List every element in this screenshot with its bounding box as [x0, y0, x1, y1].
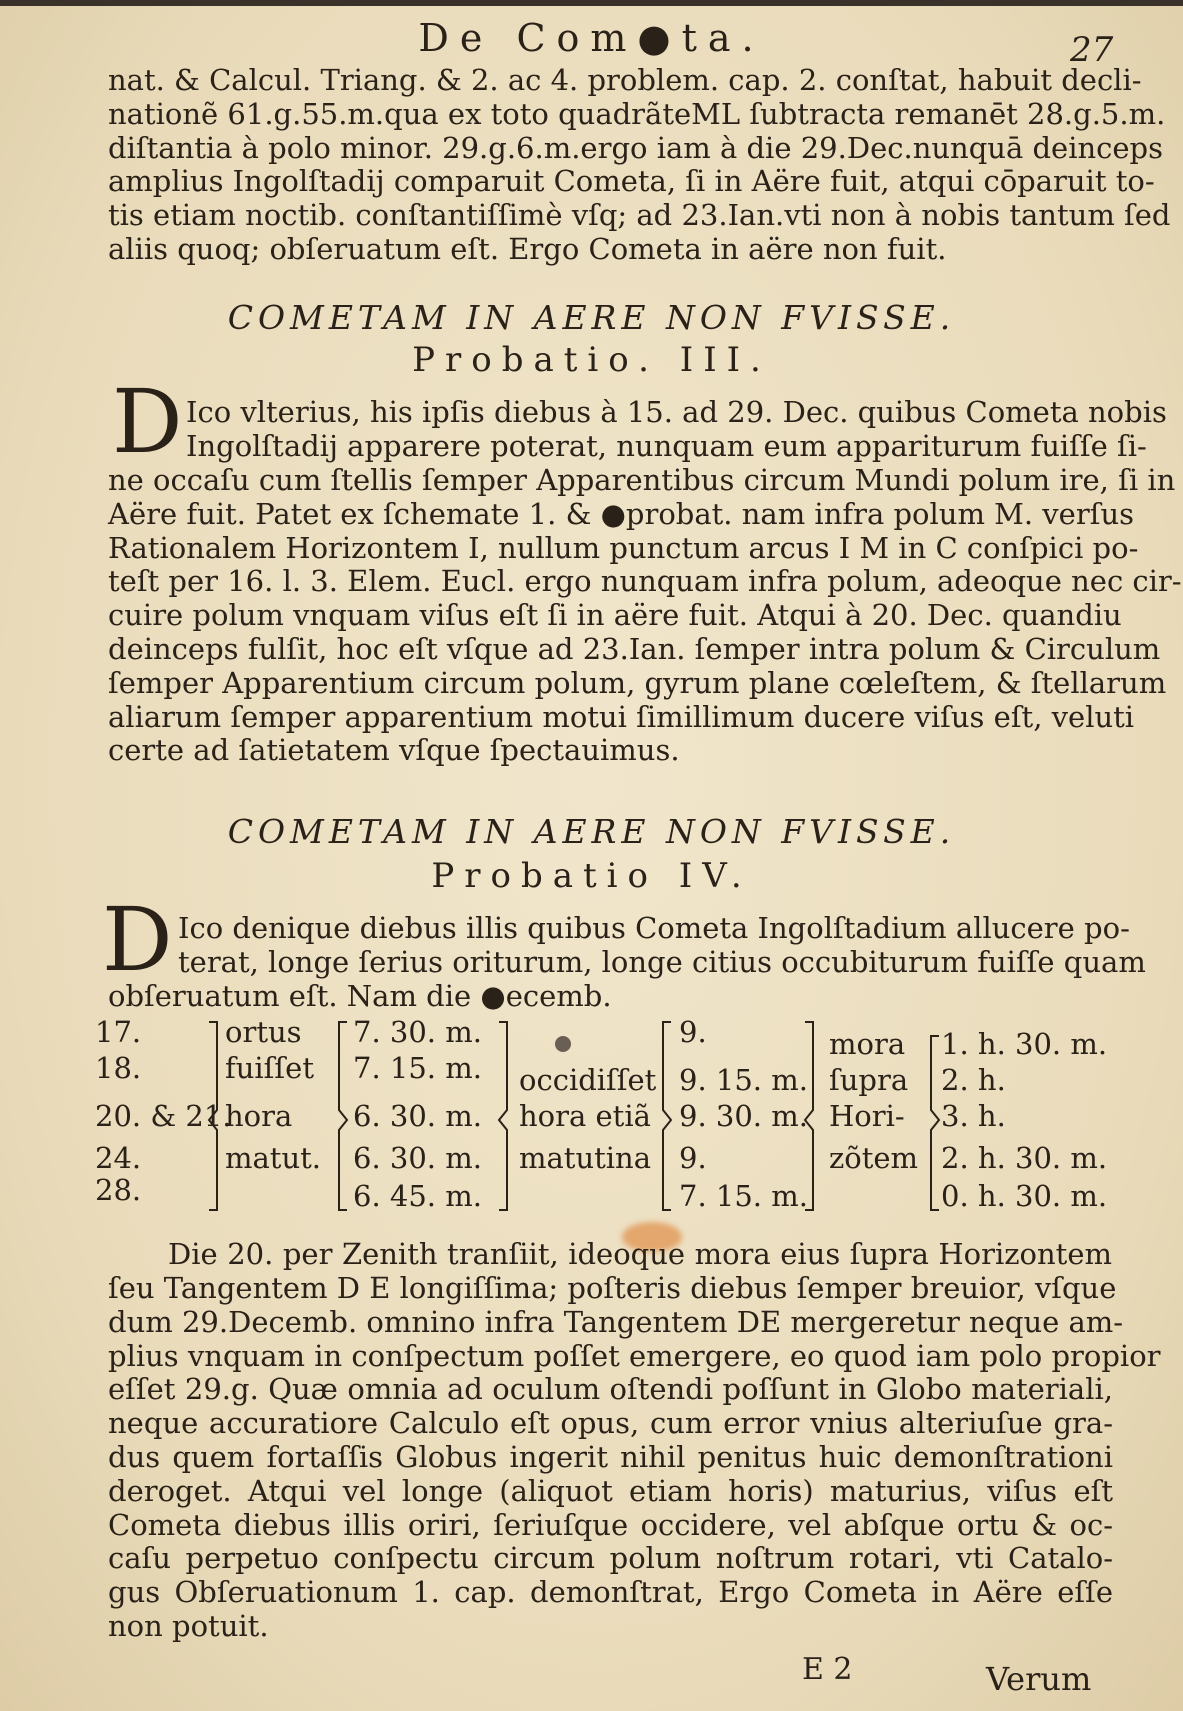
paragraph-final	[108, 1271, 1161, 1644]
drop-cap: D	[102, 888, 173, 991]
paragraph-probatio-4-head	[178, 911, 1146, 980]
text-line: amplius Ingolſtadij comparuit Cometa, ſi in Aëre fuit, atqui cōparuit to-	[108, 164, 1155, 199]
section-heading: COMETAM IN AERE NON FVISSE.	[227, 298, 956, 337]
table-duration: 3. h.	[941, 1099, 1006, 1133]
text-line: eſſet 29.g. Quæ omnia ad oculum oſtendi poſſunt in Globo materiali,	[108, 1372, 1113, 1407]
table-duration: 2. h.	[941, 1063, 1006, 1097]
table-day: 28.	[95, 1173, 142, 1207]
text-line: tis etiam noctib. conſtantiſſimè vſq; ad 23.Ian.vti non à nobis tantum ſed	[108, 198, 1171, 233]
observation-table	[95, 1014, 1108, 1234]
probatio-title: Probatio IV.	[431, 856, 752, 896]
table-label: matut.	[225, 1141, 321, 1175]
text-line: diſtantia à polo minor. 29.g.6.m.ergo iam à die 29.Dec.nunquā deinceps	[108, 130, 1164, 165]
text-line: deinceps fulſit, hoc eſt vſque ad 23.Ian. ſemper intra polum & Circulum	[108, 631, 1161, 666]
text-line: dus quem fortaſſis Globus ingerit nihil penitus huic demonſtrationi	[108, 1439, 1113, 1474]
paragraph-probatio-3-head	[186, 395, 1167, 464]
table-day: 24.	[95, 1141, 142, 1175]
brace-mark	[657, 1018, 677, 1218]
brace-mark	[801, 1018, 821, 1218]
text-line: terat, longe ſerius oriturum, longe citius occubiturum fuiſſe quam	[178, 944, 1146, 979]
table-set: 7. 15. m.	[679, 1179, 808, 1213]
probatio-title: Probatio. III.	[412, 340, 771, 380]
paragraph-continuation	[108, 63, 1171, 267]
text-line: aliis quoq; obſeruatum eſt. Ergo Cometa in aëre non fuit.	[108, 231, 947, 266]
table-label: Hori-	[829, 1099, 905, 1133]
text-line: caſu perpetuo conſpectu circum polum noſtrum rotari, vti Catalo-	[108, 1541, 1113, 1576]
paragraph-probatio-4	[108, 980, 1113, 1014]
text-line: aliarum ſemper apparentium motui ſimillimum ducere viſus eſt, veluti	[108, 699, 1135, 734]
text-line: Cometa diebus illis oriri, ſeriuſque occidere, vel abſque ortu & oc-	[108, 1507, 1113, 1542]
text-line: nat. & Calcul. Triang. & 2. ac 4. problem. cap. 2. conſtat, habuit decli-	[108, 63, 1142, 97]
table-label: ortus	[225, 1015, 302, 1049]
text-line: plius vnquam in conſpectum poſſet emergere, eo quod iam polo propior	[108, 1338, 1161, 1373]
table-label: fuiſſet	[225, 1051, 314, 1085]
text-line: Ico vlterius, his ipſis diebus à 15. ad 29. Dec. quibus Cometa nobis	[186, 395, 1167, 429]
text-line: deroget. Atqui vel longe (aliquot etiam horis) maturius, viſus eſt	[108, 1473, 1113, 1508]
text-line: certe ad ſatietatem vſque ſpectauimus.	[108, 733, 680, 768]
table-duration: 0. h. 30. m.	[941, 1179, 1108, 1213]
table-rise: 6. 30. m.	[353, 1099, 482, 1133]
page-top-edge	[0, 0, 1183, 6]
text-line: dum 29.Decemb. omnino infra Tangentem DE mergeretur neque am-	[108, 1304, 1124, 1339]
table-label: mora	[829, 1027, 906, 1061]
table-set: 9. 15. m.	[679, 1063, 808, 1097]
table-set: 9.	[679, 1141, 707, 1175]
ink-blot	[555, 1036, 571, 1052]
table-rise: 7. 30. m.	[353, 1015, 482, 1049]
text-line: ſeu Tangentem D E longiſſima; poſteris diebus ſemper breuior, vſque	[108, 1271, 1117, 1305]
text-line: obſeruatum eſt. Nam die ●ecemb.	[108, 979, 612, 1013]
table-label: hora etiã	[519, 1099, 651, 1133]
table-label: zõtem	[829, 1141, 919, 1175]
table-day: 20. & 21.	[95, 1099, 232, 1133]
text-line: Aëre fuit. Patet ex ſchemate 1. & ●probat. nam infra polum M. verſus	[108, 496, 1135, 531]
page-number: 27	[1070, 30, 1114, 70]
brace-mark	[205, 1018, 225, 1218]
table-duration: 1. h. 30. m.	[941, 1027, 1108, 1061]
text-line: Ingolſtadij apparere poterat, nunquam eum appariturum fuiſſe ſi-	[186, 428, 1147, 463]
table-set: 9.	[679, 1015, 707, 1049]
table-label: occidiſſet	[519, 1063, 657, 1097]
text-line: non potuit.	[108, 1608, 269, 1643]
text-line: gus Obſeruationum 1. cap. demonſtrat, Ergo Cometa in Aëre eſſe	[108, 1575, 1113, 1610]
running-head: De Com●ta.	[418, 16, 765, 60]
catchword: Verum	[986, 1660, 1092, 1698]
brace-mark	[333, 1018, 353, 1218]
table-label: matutina	[519, 1141, 652, 1175]
text-line: Rationalem Horizontem I, nullum punctum arcus I M in C conſpici po-	[108, 530, 1139, 565]
table-duration: 2. h. 30. m.	[941, 1141, 1108, 1175]
table-day: 17.	[95, 1015, 142, 1049]
text-line: cuire polum vnquam viſus eſt ſi in aëre fuit. Atqui à 20. Dec. quandiu	[108, 598, 1122, 633]
paragraph-final-head	[168, 1238, 1112, 1272]
text-line: ne occaſu cum ſtellis ſemper Apparentibus circum Mundi polum ire, ſi in	[108, 463, 1176, 497]
table-rise: 7. 15. m.	[353, 1051, 482, 1085]
drop-cap: D	[112, 370, 183, 473]
table-rise: 6. 45. m.	[353, 1179, 482, 1213]
text-line: Ico denique diebus illis quibus Cometa Ingolſtadium allucere po-	[178, 911, 1130, 945]
table-label: hora	[225, 1099, 293, 1133]
paragraph-probatio-3	[108, 463, 1182, 768]
signature-mark: E 2	[802, 1652, 853, 1687]
table-rise: 6. 30. m.	[353, 1141, 482, 1175]
brace-mark	[495, 1018, 515, 1218]
text-line: nationẽ 61.g.55.m.qua ex toto quadrãteML ſubtracta remanēt 28.g.5.m.	[108, 96, 1166, 131]
section-heading: COMETAM IN AERE NON FVISSE.	[227, 812, 956, 851]
text-line: neque accuratiore Calculo eſt opus, cum error vnius alteriuſue gra-	[108, 1406, 1113, 1441]
table-set: 9. 30. m.	[679, 1099, 808, 1133]
table-label: ſupra	[829, 1063, 909, 1097]
table-day: 18.	[95, 1051, 142, 1085]
text-line: ſemper Apparentium circum polum, gyrum plane cœleſtem, & ſtellarum	[108, 665, 1167, 700]
text-line: Die 20. per Zenith tranſiit, ideoque mora eius ſupra Horizontem	[168, 1237, 1112, 1271]
text-line: teſt per 16. l. 3. Elem. Eucl. ergo nunquam infra polum, adeoque nec cir-	[108, 564, 1182, 599]
